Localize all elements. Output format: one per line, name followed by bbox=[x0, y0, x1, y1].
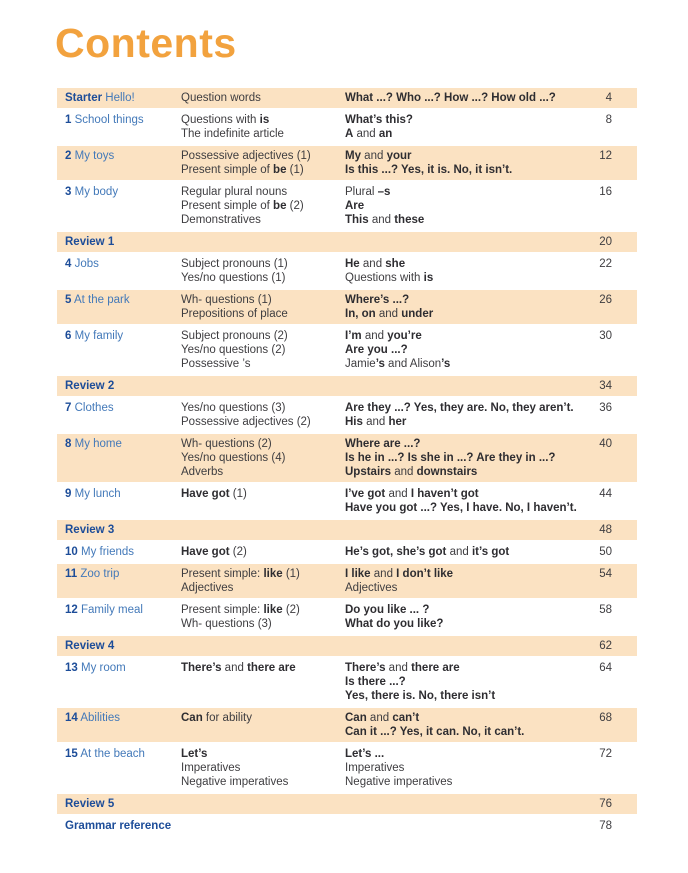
unit-cell bbox=[57, 329, 181, 343]
unit-number: 13 bbox=[65, 662, 78, 674]
example-phrase: Plural –s bbox=[345, 186, 391, 198]
grammar-point: Yes/no questions (3) bbox=[181, 402, 286, 414]
grammar-point: Present simple of be (1) bbox=[181, 164, 304, 176]
page-number: 36 bbox=[599, 402, 612, 414]
toc-unit-row bbox=[57, 146, 637, 180]
grammar-points-cell bbox=[181, 603, 345, 631]
page-number: 72 bbox=[599, 748, 612, 760]
unit-cell bbox=[57, 747, 181, 761]
page-number: 30 bbox=[599, 330, 612, 342]
page-number: 44 bbox=[599, 488, 612, 500]
grammar-point: Present simple: like (2) bbox=[181, 604, 300, 616]
unit-cell bbox=[57, 545, 181, 559]
examples-cell bbox=[345, 711, 582, 739]
unit-title: At the park bbox=[73, 294, 130, 306]
grammar-points-cell bbox=[181, 149, 345, 177]
grammar-point: Adjectives bbox=[181, 582, 234, 594]
grammar-point: Possessive adjectives (1) bbox=[181, 150, 311, 162]
grammar-points-cell bbox=[181, 91, 345, 105]
review-row bbox=[57, 520, 637, 540]
toc-unit-row bbox=[57, 182, 637, 230]
page-number: 20 bbox=[599, 236, 612, 248]
grammar-points-cell bbox=[181, 185, 345, 227]
examples-cell bbox=[345, 149, 582, 177]
toc-unit-row bbox=[57, 398, 637, 432]
page-number: 64 bbox=[599, 662, 612, 674]
grammar-points-cell bbox=[181, 329, 345, 371]
page-number: 34 bbox=[599, 380, 612, 392]
unit-number: 15 bbox=[65, 748, 78, 760]
example-phrase: This and these bbox=[345, 214, 425, 226]
example-phrase: Are bbox=[345, 200, 365, 212]
toc-unit-row bbox=[57, 254, 637, 288]
toc-unit-row bbox=[57, 290, 637, 324]
toc-unit-row bbox=[57, 542, 637, 562]
example-phrase: There’s and there are bbox=[345, 662, 460, 674]
unit-title: Abilities bbox=[80, 712, 120, 724]
grammar-points-cell bbox=[181, 661, 345, 675]
review-label: Review 4 bbox=[65, 640, 115, 652]
review-label: Review 1 bbox=[65, 236, 115, 248]
grammar-point: Let’s bbox=[181, 748, 208, 760]
review-row bbox=[57, 636, 637, 656]
example-phrase: Have you got ...? Yes, I have. No, I haven’t. bbox=[345, 502, 577, 514]
toc-unit-row bbox=[57, 110, 637, 144]
example-phrase: I’m and you’re bbox=[345, 330, 422, 342]
grammar-points-cell bbox=[181, 747, 345, 789]
unit-number: 9 bbox=[65, 488, 72, 500]
unit-number: 11 bbox=[65, 568, 78, 580]
toc-unit-row bbox=[57, 484, 637, 518]
grammar-point: Prepositions of place bbox=[181, 308, 288, 320]
unit-title: My friends bbox=[81, 546, 135, 558]
review-row bbox=[57, 232, 637, 252]
page-number: 62 bbox=[599, 640, 612, 652]
unit-number: Starter bbox=[65, 92, 103, 104]
example-phrase: Do you like ... ? bbox=[345, 604, 430, 616]
toc-unit-row bbox=[57, 88, 637, 108]
unit-number: 8 bbox=[65, 438, 72, 450]
example-phrase: Is he in ...? Is she in ...? Are they in ...? bbox=[345, 452, 556, 464]
toc-unit-row bbox=[57, 564, 637, 598]
example-phrase: He and she bbox=[345, 258, 406, 270]
examples-cell bbox=[345, 661, 582, 703]
examples-cell bbox=[345, 113, 582, 141]
example-phrase: What do you like? bbox=[345, 618, 444, 630]
example-phrase: What ...? Who ...? How ...? How old ...? bbox=[345, 92, 556, 104]
grammar-points-cell bbox=[181, 401, 345, 429]
grammar-points-cell bbox=[181, 293, 345, 321]
example-phrase: What’s this? bbox=[345, 114, 413, 126]
unit-number: 4 bbox=[65, 258, 72, 270]
unit-cell bbox=[57, 661, 181, 675]
unit-title: School things bbox=[74, 114, 144, 126]
grammar-point: Questions with is bbox=[181, 114, 270, 126]
toc-unit-row bbox=[57, 658, 637, 706]
example-phrase: Imperatives bbox=[345, 762, 405, 774]
example-phrase: In, on and under bbox=[345, 308, 434, 320]
toc-unit-row bbox=[57, 744, 637, 792]
example-phrase: Adjectives bbox=[345, 582, 398, 594]
example-phrase: My and your bbox=[345, 150, 412, 162]
example-phrase: Are they ...? Yes, they are. No, they aren’t. bbox=[345, 402, 574, 414]
page-number: 40 bbox=[599, 438, 612, 450]
toc-unit-row bbox=[57, 600, 637, 634]
example-phrase: Questions with is bbox=[345, 272, 434, 284]
example-phrase: I like and I don’t like bbox=[345, 568, 454, 580]
unit-cell bbox=[57, 91, 181, 105]
unit-number: 2 bbox=[65, 150, 72, 162]
contents-table bbox=[57, 88, 637, 838]
examples-cell bbox=[345, 567, 582, 595]
page-number: 78 bbox=[599, 820, 612, 832]
unit-title: Family meal bbox=[81, 604, 143, 616]
unit-title: My family bbox=[74, 330, 124, 342]
page-number: 4 bbox=[605, 92, 612, 104]
review-label: Review 2 bbox=[65, 380, 115, 392]
page-number: 16 bbox=[599, 186, 612, 198]
page-number: 58 bbox=[599, 604, 612, 616]
review-label: Review 3 bbox=[65, 524, 115, 536]
grammar-points-cell bbox=[181, 545, 345, 559]
unit-title: My toys bbox=[74, 150, 115, 162]
page-number: 76 bbox=[599, 798, 612, 810]
grammar-points-cell bbox=[181, 437, 345, 479]
unit-title: Jobs bbox=[74, 258, 99, 270]
examples-cell bbox=[345, 185, 582, 227]
page-number: 54 bbox=[599, 568, 612, 580]
grammar-point: Question words bbox=[181, 92, 261, 104]
toc-unit-row bbox=[57, 326, 637, 374]
example-phrase: Is there ...? bbox=[345, 676, 406, 688]
grammar-point: Wh- questions (3) bbox=[181, 618, 272, 630]
unit-number: 7 bbox=[65, 402, 72, 414]
examples-cell bbox=[345, 91, 582, 105]
grammar-point: Regular plural nouns bbox=[181, 186, 288, 198]
grammar-point: Subject pronouns (2) bbox=[181, 330, 288, 342]
page-number: 26 bbox=[599, 294, 612, 306]
grammar-point: Have got (2) bbox=[181, 546, 247, 558]
grammar-point: Can for ability bbox=[181, 712, 252, 724]
example-phrase: His and her bbox=[345, 416, 407, 428]
example-phrase: Is this ...? Yes, it is. No, it isn’t. bbox=[345, 164, 513, 176]
examples-cell bbox=[345, 329, 582, 371]
grammar-point: The indefinite article bbox=[181, 128, 284, 140]
unit-number: 6 bbox=[65, 330, 72, 342]
grammar-point: Imperatives bbox=[181, 762, 241, 774]
page-number: 50 bbox=[599, 546, 612, 558]
grammar-point: Wh- questions (1) bbox=[181, 294, 272, 306]
review-label: Review 5 bbox=[65, 798, 115, 810]
grammar-points-cell bbox=[181, 567, 345, 595]
example-phrase: Upstairs and downstairs bbox=[345, 466, 478, 478]
example-phrase: Jamie’s and Alison’s bbox=[345, 358, 451, 370]
grammar-point: Possessive ’s bbox=[181, 358, 251, 370]
example-phrase: I’ve got and I haven’t got bbox=[345, 488, 479, 500]
unit-number: 5 bbox=[65, 294, 72, 306]
grammar-point: Yes/no questions (4) bbox=[181, 452, 286, 464]
unit-cell bbox=[57, 487, 181, 501]
review-row bbox=[57, 794, 637, 814]
example-phrase: Can and can’t bbox=[345, 712, 420, 724]
unit-number: 14 bbox=[65, 712, 78, 724]
unit-title: My body bbox=[74, 186, 119, 198]
toc-unit-row bbox=[57, 434, 637, 482]
grammar-point: Adverbs bbox=[181, 466, 224, 478]
examples-cell bbox=[345, 293, 582, 321]
unit-cell bbox=[57, 437, 181, 451]
grammar-points-cell bbox=[181, 487, 345, 501]
examples-cell bbox=[345, 545, 582, 559]
review-label: Grammar reference bbox=[65, 820, 172, 832]
grammar-point: Yes/no questions (2) bbox=[181, 344, 286, 356]
unit-number: 3 bbox=[65, 186, 72, 198]
examples-cell bbox=[345, 747, 582, 789]
grammar-points-cell bbox=[181, 711, 345, 725]
grammar-point: Possessive adjectives (2) bbox=[181, 416, 311, 428]
examples-cell bbox=[345, 401, 582, 429]
unit-cell bbox=[57, 711, 181, 725]
unit-number: 1 bbox=[65, 114, 72, 126]
grammar-points-cell bbox=[181, 257, 345, 285]
unit-cell bbox=[57, 567, 181, 581]
example-phrase: A and an bbox=[345, 128, 393, 140]
page-number: 48 bbox=[599, 524, 612, 536]
examples-cell bbox=[345, 603, 582, 631]
grammar-point: Present simple: like (1) bbox=[181, 568, 300, 580]
unit-title: Clothes bbox=[74, 402, 114, 414]
example-phrase: He’s got, she’s got and it’s got bbox=[345, 546, 510, 558]
unit-title: My home bbox=[74, 438, 122, 450]
unit-cell bbox=[57, 257, 181, 271]
example-phrase: Can it ...? Yes, it can. No, it can’t. bbox=[345, 726, 525, 738]
examples-cell bbox=[345, 257, 582, 285]
page-number: 8 bbox=[605, 114, 612, 126]
example-phrase: Are you ...? bbox=[345, 344, 408, 356]
grammar-point: Negative imperatives bbox=[181, 776, 289, 788]
page-number: 22 bbox=[599, 258, 612, 270]
page-title: Contents bbox=[55, 20, 237, 66]
example-phrase: Negative imperatives bbox=[345, 776, 453, 788]
examples-cell bbox=[345, 487, 582, 515]
unit-cell bbox=[57, 401, 181, 415]
unit-cell bbox=[57, 293, 181, 307]
unit-title: Zoo trip bbox=[80, 568, 120, 580]
unit-cell bbox=[57, 603, 181, 617]
grammar-point: Demonstratives bbox=[181, 214, 261, 226]
example-phrase: Where are ...? bbox=[345, 438, 421, 450]
unit-cell bbox=[57, 113, 181, 127]
unit-title: At the beach bbox=[80, 748, 145, 760]
unit-title: My room bbox=[81, 662, 126, 674]
grammar-point: There’s and there are bbox=[181, 662, 296, 674]
page-number: 12 bbox=[599, 150, 612, 162]
grammar-point: Have got (1) bbox=[181, 488, 247, 500]
unit-number: 12 bbox=[65, 604, 78, 616]
example-phrase: Yes, there is. No, there isn’t bbox=[345, 690, 496, 702]
unit-cell bbox=[57, 185, 181, 199]
grammar-point: Present simple of be (2) bbox=[181, 200, 304, 212]
examples-cell bbox=[345, 437, 582, 479]
grammar-point: Wh- questions (2) bbox=[181, 438, 272, 450]
unit-title: My lunch bbox=[74, 488, 121, 500]
example-phrase: Where’s ...? bbox=[345, 294, 410, 306]
grammar-points-cell bbox=[181, 113, 345, 141]
review-row bbox=[57, 816, 637, 836]
grammar-point: Yes/no questions (1) bbox=[181, 272, 286, 284]
page-number: 68 bbox=[599, 712, 612, 724]
unit-cell bbox=[57, 149, 181, 163]
example-phrase: Let’s ... bbox=[345, 748, 385, 760]
unit-number: 10 bbox=[65, 546, 78, 558]
review-row bbox=[57, 376, 637, 396]
toc-unit-row bbox=[57, 708, 637, 742]
unit-title: Hello! bbox=[105, 92, 135, 104]
grammar-point: Subject pronouns (1) bbox=[181, 258, 288, 270]
